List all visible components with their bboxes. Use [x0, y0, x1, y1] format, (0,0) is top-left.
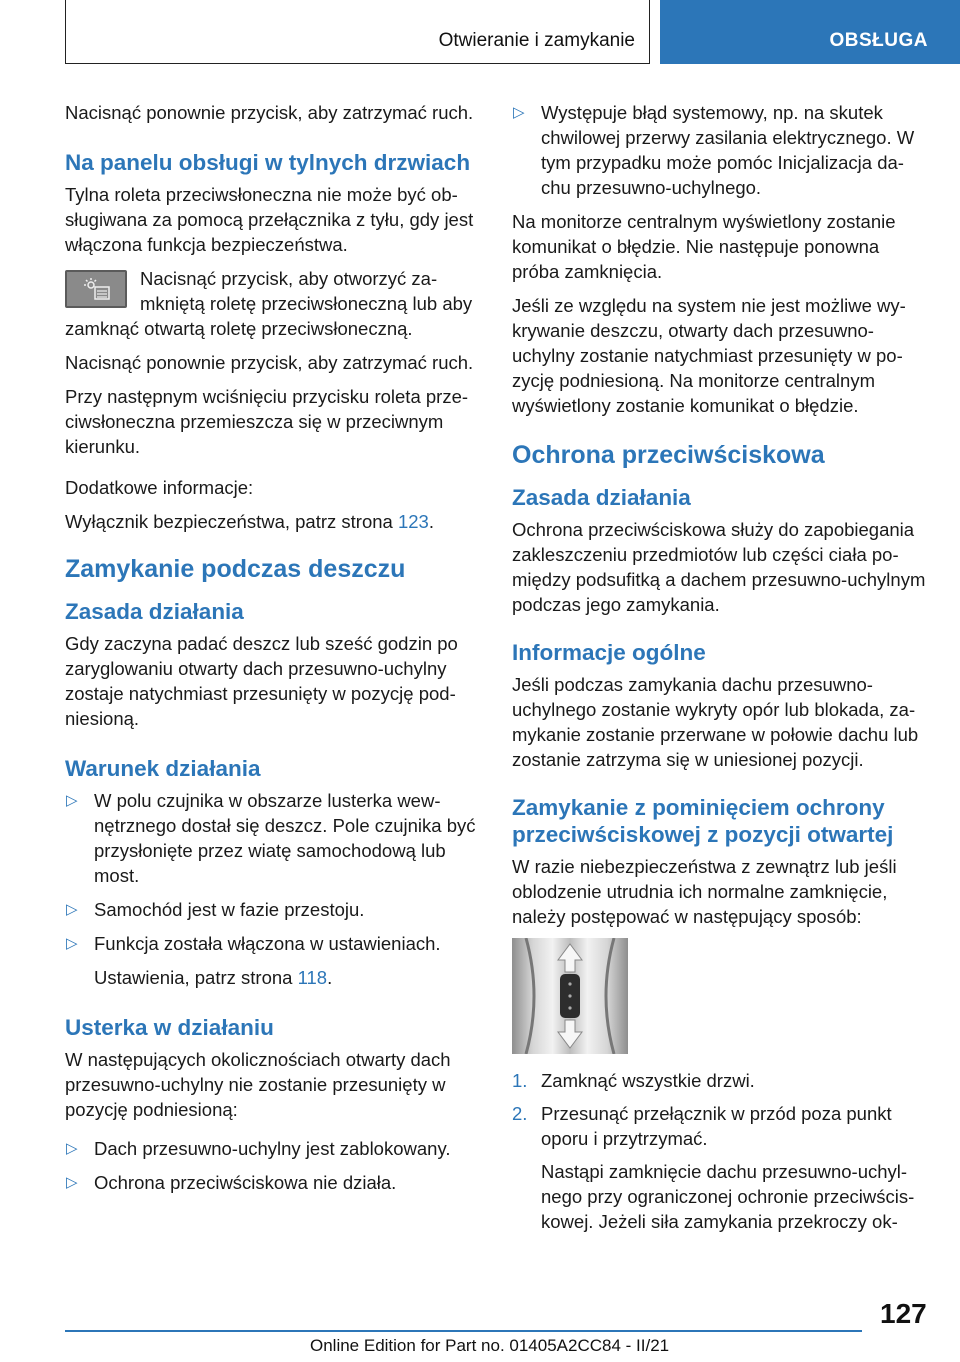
paragraph: Ochrona przeciwściskowa służy do zapobiegania zakleszczeniu przedmiotów lub części ciała pomiędzy podsufitką a dachem przesuwno-uchylnym podczas jego zamykania. [512, 519, 926, 615]
triangle-bullet-icon: ▷ [513, 104, 525, 121]
text: Ustawienia, patrz strona [94, 967, 298, 988]
heading-rain-closing: Zamykanie podczas deszczu [65, 555, 406, 583]
roof-switch-photo [512, 938, 628, 1054]
paragraph: Jeśli ze względu na system nie jest możliwe wykrywanie deszczu, otwarty dach przesuwno-uchylny zostanie natychmiast przesunięty w pozycję podniesioną. Na monitorze centralnym wyświetlony zostanie komunikat o błędzie. [512, 295, 906, 416]
page-header [0, 0, 960, 66]
list-item [512, 100, 927, 200]
triangle-bullet-icon: ▷ [66, 1174, 78, 1191]
paragraph: Jeśli podczas zamykania dachu przesuwno-uchylnego zostanie wykryty opór lub blokada, zamykanie zostanie przerwane w połowie dachu lub zostanie zatrzyma się w uniesionej pozycji. [512, 674, 919, 770]
paragraph: W następujących okolicznościach otwarty dach przesuwno-uchylny nie zostanie przesunięty w pozycję podniesioną: [65, 1049, 451, 1120]
paragraph-settings [65, 965, 485, 990]
paragraph: Gdy zaczyna padać deszcz lub sześć godzin po zaryglowaniu otwarty dach przesuwno-uchylny zostaje natychmiast przesunięty w pozycję podniesioną. [65, 633, 458, 729]
page-link-123[interactable]: 123 [397, 511, 429, 532]
step-number: 1. [512, 1070, 528, 1091]
steps-list [512, 1068, 927, 1151]
chapter-tab-label: OBSŁUGA [829, 30, 928, 51]
heading-general-info: Informacje ogólne [512, 640, 706, 665]
triangle-bullet-icon: ▷ [66, 901, 78, 918]
triangle-bullet-icon: ▷ [66, 935, 78, 952]
left-column [65, 100, 485, 1204]
paragraph: Tylna roleta przeciwsłoneczna nie może być obsługiwana za pomocą przełącznika z tyłu, gdy jest włączona funkcja bezpieczeństwa. [65, 184, 474, 255]
switch-illustration [512, 938, 628, 1054]
step-text: Zamknąć wszystkie drzwi. [541, 1070, 755, 1091]
paragraph: Nacisnąć ponownie przycisk, aby zatrzymać ruch. [65, 102, 474, 123]
text: . [428, 511, 434, 532]
paragraph: W razie niebezpieczeństwa z zewnątrz lub jeśli oblodzenie utrudnia ich normalne zamknięcie, należy postępować w następujący sposób: [512, 856, 897, 927]
sunblind-button-icon [65, 270, 127, 308]
paragraph-safety-switch [65, 509, 485, 534]
step-number: 2. [512, 1103, 528, 1124]
fault-list-continued [512, 100, 927, 200]
step-text: Przesunąć przełącznik w przód poza punkt oporu i przytrzymać. [541, 1103, 892, 1149]
heading-fault: Usterka w działaniu [65, 1015, 274, 1040]
paragraph: Na monitorze centralnym wyświetlony zostanie komunikat o błędzie. Nie następuje ponowna próba zamknięcia. [512, 211, 896, 282]
page-number: 127 [880, 1298, 927, 1329]
heading-condition: Warunek działania [65, 756, 261, 781]
list-item [65, 897, 485, 922]
sunblind-glyph [83, 277, 111, 303]
list-item [65, 788, 485, 888]
paragraph: Nacisnąć ponownie przycisk, aby zatrzymać ruch. [65, 352, 474, 373]
paragraph: Przy następnym wciśnięciu przycisku roleta przeciwsłoneczna przemieszcza się w przeciwnym kierunku. [65, 386, 469, 457]
icon-paragraph [65, 266, 485, 341]
text: . [327, 967, 333, 988]
heading-principle: Zasada działania [512, 485, 691, 510]
text: Wyłącznik bezpieczeństwa, patrz strona [65, 511, 398, 532]
section-title: Otwieranie i zamykanie [438, 30, 635, 51]
list-item-text: W polu czujnika w obszarze lusterka wewnętrznego dostał się deszcz. Pole czujnika być przysłonięte przez wiatę samochodową lub most. [94, 790, 476, 886]
step-continuation: Nastąpi zamknięcie dachu przesuwno-uchylnego przy ograniczonej ochronie przeciwściskowej. Jeżeli siła zamykania przekroczy ok- [541, 1161, 915, 1232]
list-item-text: Ochrona przeciwściskowa nie działa. [94, 1172, 397, 1193]
list-item-text: Występuje błąd systemowy, np. na skutek chwilowej przerwy zasilania elektrycznego. W tym przypadku może pomóc Inicjalizacja dachu przesuwno-uchylnego. [541, 102, 915, 198]
paragraph: Nacisnąć przycisk, aby otworzyć zamkniętą roletę przeciwsłoneczną lub aby zamknąć otwartą roletę przeciwsłoneczną. [65, 268, 473, 339]
triangle-bullet-icon: ▷ [66, 792, 78, 809]
fault-list [65, 1136, 485, 1195]
list-item [65, 1170, 485, 1195]
heading-rear-door-panel: Na panelu obsługi w tylnych drzwiach [65, 150, 471, 175]
list-item-text: Funkcja została włączona w ustawieniach. [94, 933, 441, 954]
paragraph: Dodatkowe informacje: [65, 477, 254, 498]
footer-divider [65, 1330, 862, 1332]
list-item [65, 931, 485, 956]
right-column [512, 100, 927, 1243]
step-item [512, 1101, 927, 1151]
heading-bypass-closing: Zamykanie z pominięciem ochrony przeciwściskowej z pozycji otwartej [512, 795, 894, 847]
page-link-118[interactable]: 118 [297, 967, 328, 988]
heading-principle: Zasada działania [65, 599, 244, 624]
condition-list [65, 788, 485, 956]
section-header-box [65, 0, 650, 64]
list-item-text: Samochód jest w fazie przestoju. [94, 899, 365, 920]
chapter-tab [660, 0, 960, 64]
step-item [512, 1068, 927, 1093]
edition-info: Online Edition for Part no. 01405A2CC84 - II/21 [310, 1336, 670, 1355]
triangle-bullet-icon: ▷ [66, 1140, 78, 1157]
list-item-text: Dach przesuwno-uchylny jest zablokowany. [94, 1138, 451, 1159]
heading-anti-trap: Ochrona przeciwściskowa [512, 441, 825, 469]
list-item [65, 1136, 485, 1161]
